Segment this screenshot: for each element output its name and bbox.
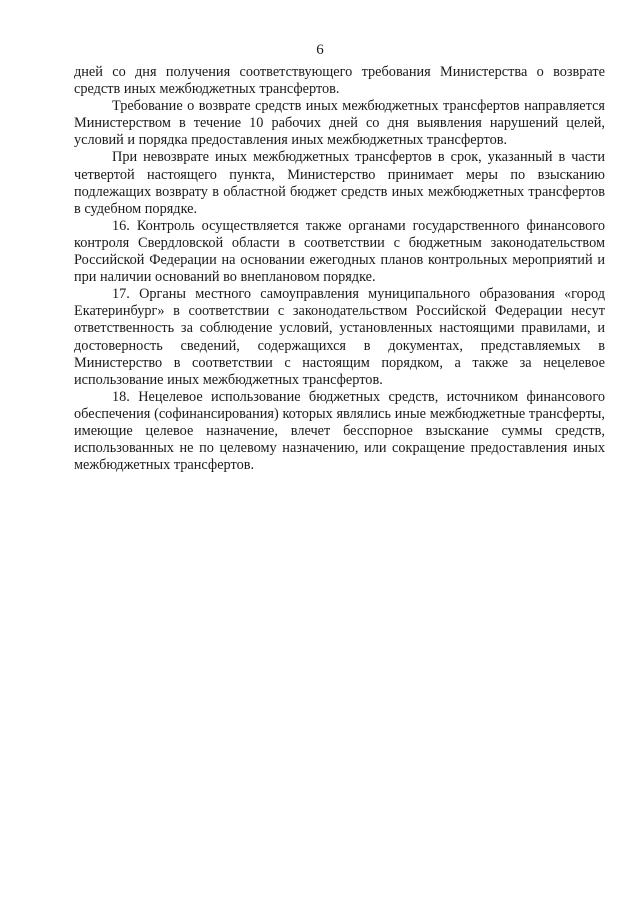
paragraph-18-misuse: 18. Нецелевое использование бюджетных средств, источником финансового обеспечения (софинансирования) которых являлись иные межбюджетные трансферты, имеющие целевое назначение, влечет бесспорное взыскание суммы средств, использованных не по целевому назначению, или сокращение предоставления иных межбюджетных трансфертов. xyxy=(74,388,605,474)
paragraph-non-return: При невозврате иных межбюджетных трансфертов в срок, указанный в части четвертой настоящего пункта, Министерство принимает меры по взысканию подлежащих возврату в областной бюджет средств иных межбюджетных трансфертов в судебном порядке. xyxy=(74,149,605,217)
paragraph-continuation: дней со дня получения соответствующего требования Министерства о возврате средств иных межбюджетных трансфертов. xyxy=(74,64,605,98)
document-body xyxy=(74,64,605,474)
paragraph-17-responsibility: 17. Органы местного самоуправления муниципального образования «город Екатеринбург» в соответствии с законодательством Российской Федерации несут ответственность за соблюдение условий, установленных настоящими правилами, и достоверность сведений, содержащихся в документах, представляемых в Министерство в соответствии с настоящим порядком, а также за нецелевое использование иных межбюджетных трансфертов. xyxy=(74,286,605,388)
paragraph-16-control: 16. Контроль осуществляется также органами государственного финансового контроля Свердловской области в соответствии с бюджетным законодательством Российской Федерации на основании ежегодных планов контрольных мероприятий и при наличии оснований во внеплановом порядке. xyxy=(74,217,605,286)
page-number: 6 xyxy=(316,42,324,58)
paragraph-refund-request: Требование о возврате средств иных межбюджетных трансфертов направляется Министерством в течение 10 рабочих дней со дня выявления нарушений целей, условий и порядка предоставления иных межбюджетных трансфертов. xyxy=(74,98,605,149)
